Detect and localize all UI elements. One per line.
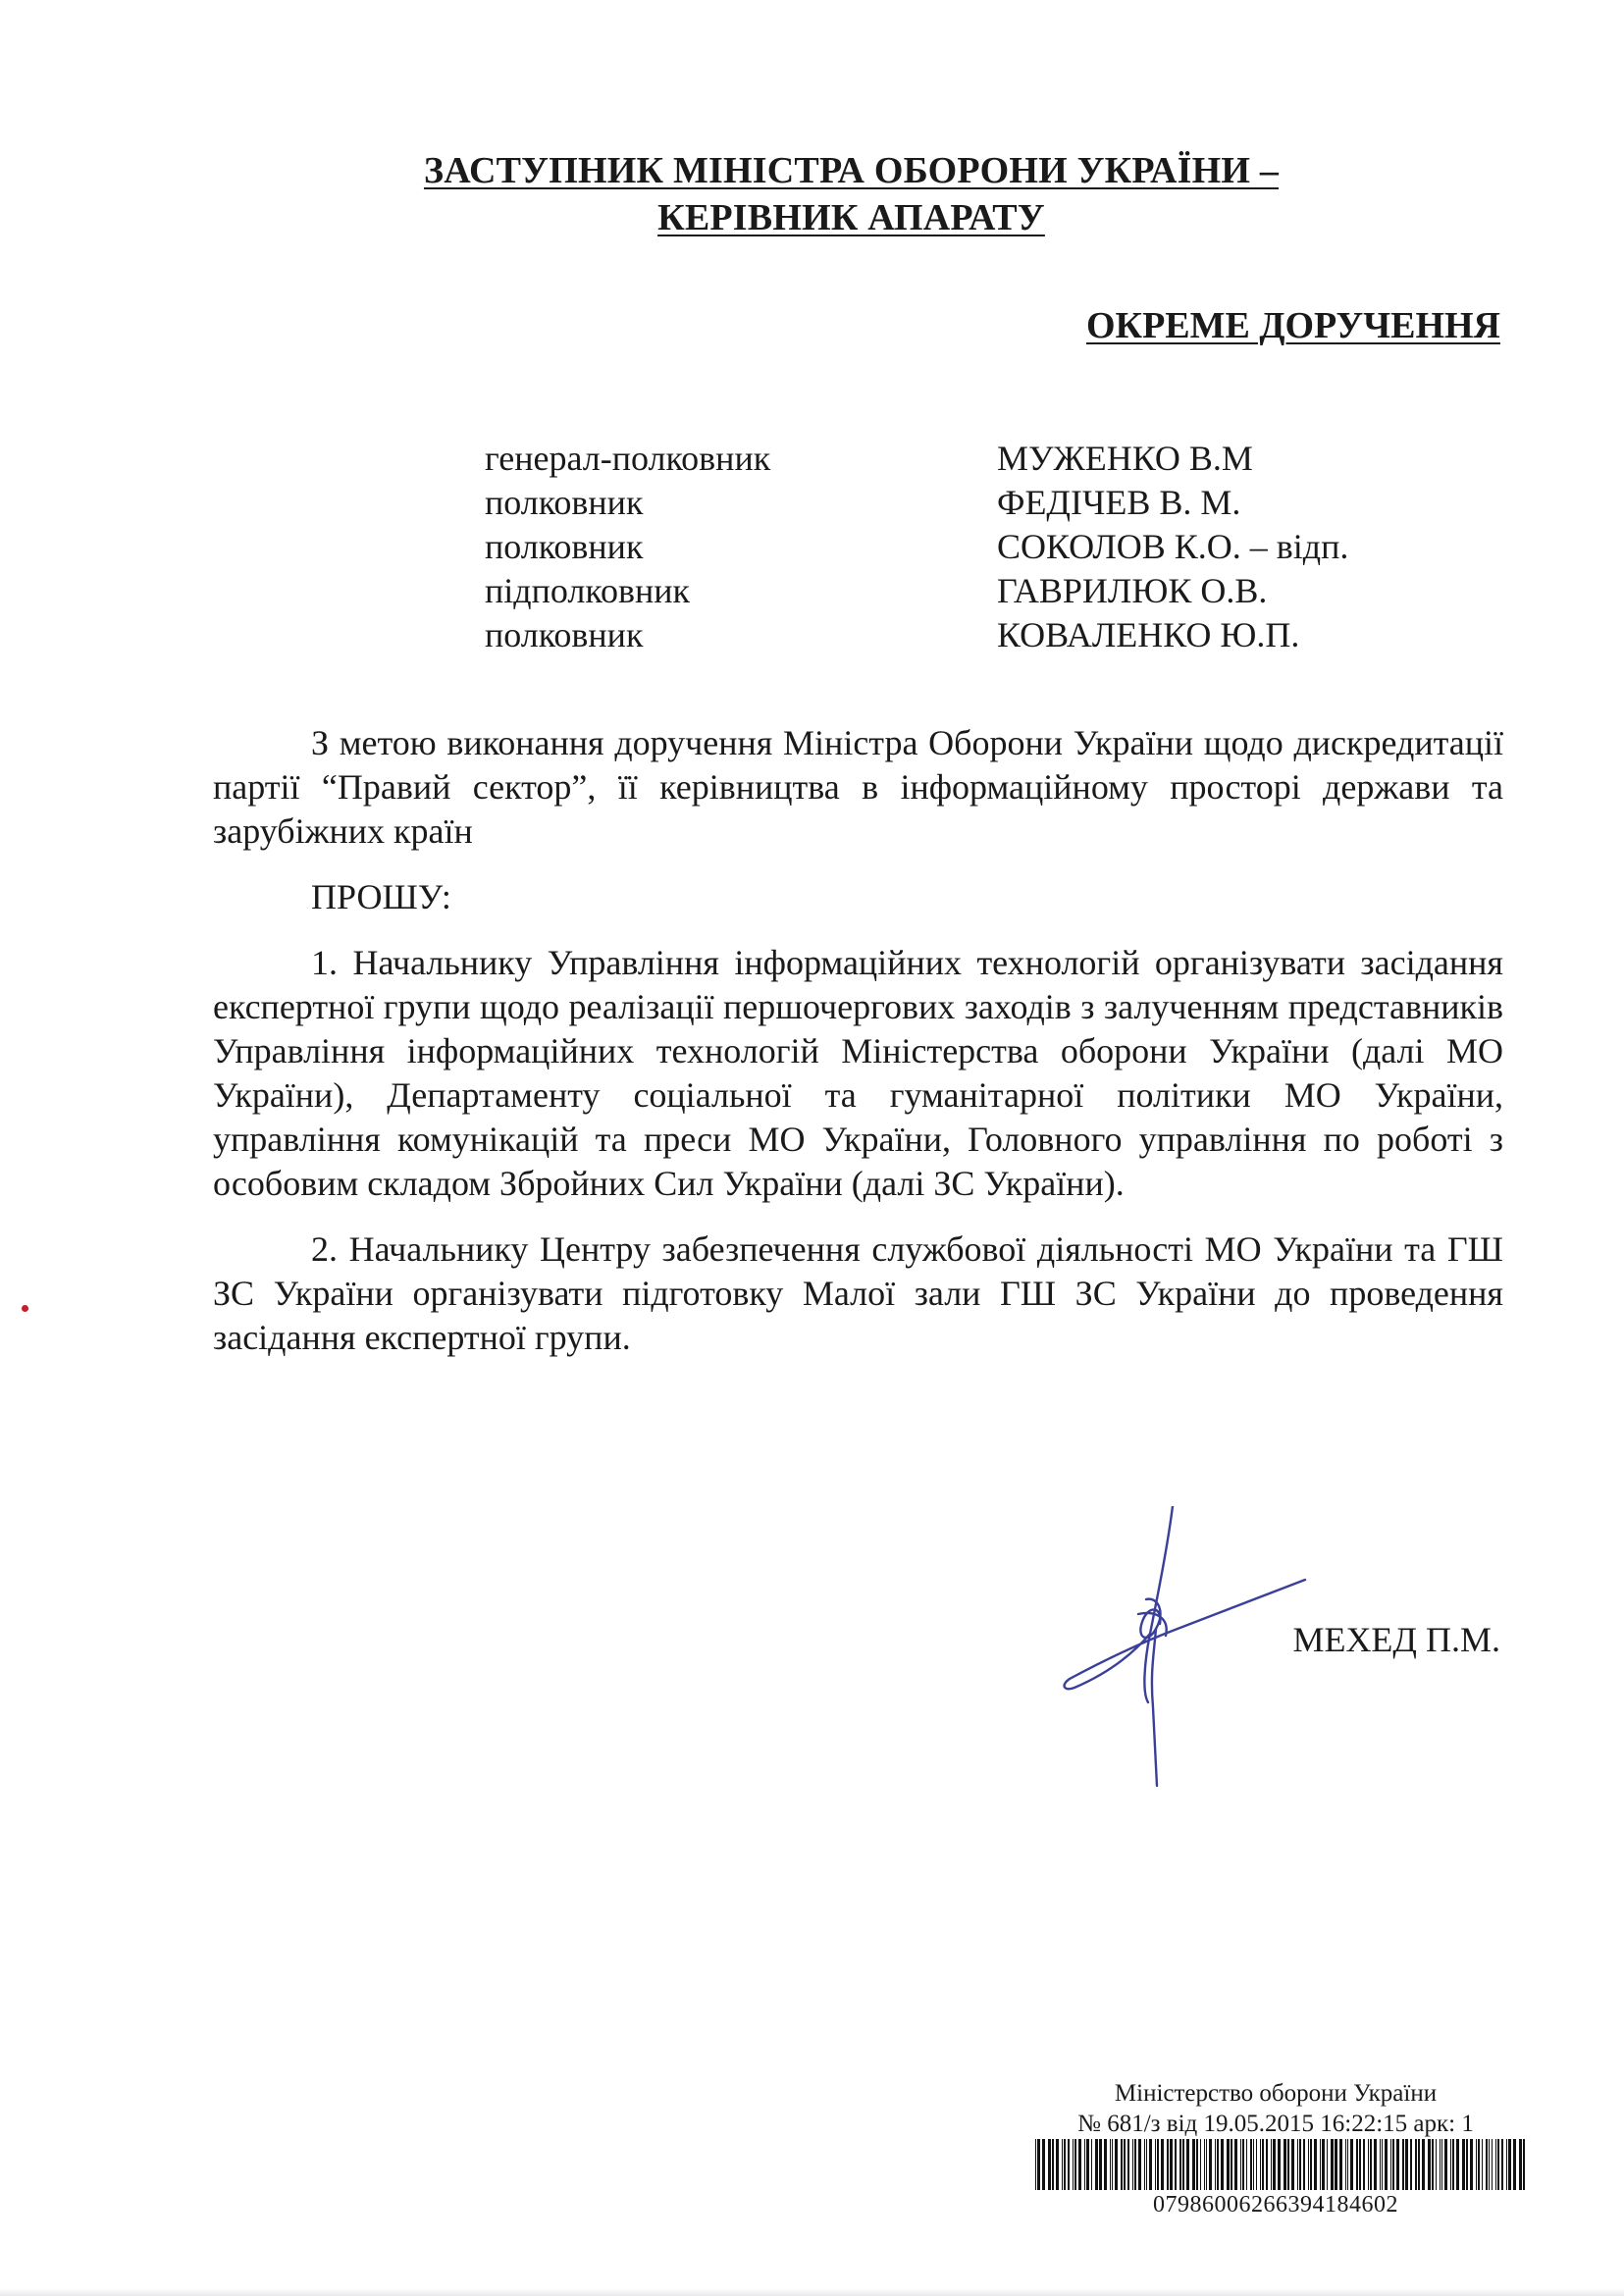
addressee-rank: підполковник	[485, 571, 691, 610]
barcode-bar	[1428, 2139, 1431, 2190]
barcode-bar	[1486, 2139, 1488, 2190]
barcode-bar	[1441, 2139, 1442, 2190]
barcode-bar	[1310, 2139, 1312, 2190]
barcode-bar	[1432, 2139, 1434, 2190]
barcode-bar	[1331, 2139, 1334, 2190]
barcode-bar	[1204, 2139, 1205, 2190]
barcode-bar	[1456, 2139, 1459, 2190]
document-type: ОКРЕМЕ ДОРУЧЕННЯ	[1085, 305, 1500, 346]
barcode-bar	[1086, 2139, 1089, 2190]
barcode-bar	[1314, 2139, 1317, 2190]
header-title-line-2: КЕРІВНИК АПАРАТУ	[657, 197, 1045, 238]
barcode-bar	[1283, 2139, 1286, 2190]
signer-name: МЕХЕД П.М.	[1292, 1620, 1500, 1659]
barcode-bar	[1099, 2139, 1102, 2190]
barcode-bar	[1182, 2139, 1184, 2190]
barcode-bar	[1405, 2139, 1408, 2190]
barcode-bar	[1273, 2139, 1276, 2190]
registration-stamp	[1030, 2078, 1521, 2139]
barcode-bar	[1052, 2139, 1054, 2190]
barcode-bar	[1260, 2139, 1261, 2190]
barcode-bar	[1056, 2139, 1059, 2190]
barcode-bar	[1179, 2139, 1181, 2190]
barcode-bar	[1124, 2139, 1126, 2190]
barcode-bar	[1303, 2139, 1305, 2190]
addressee-row	[485, 437, 1466, 481]
barcode-bar	[1227, 2139, 1230, 2190]
barcode-bar	[1246, 2139, 1247, 2190]
barcode-bar	[1308, 2139, 1309, 2190]
barcode-bar	[1497, 2139, 1499, 2190]
barcode-number: 07986006266394184602	[1153, 2192, 1398, 2218]
addressee-rank: полковник	[485, 615, 644, 654]
request-heading: ПРОШУ:	[311, 877, 451, 916]
barcode-bar	[1508, 2139, 1511, 2190]
addressee-rank: полковник	[485, 527, 644, 566]
barcode-bar	[1489, 2139, 1490, 2190]
barcode-bar	[1167, 2139, 1169, 2190]
barcode-bar	[1291, 2139, 1294, 2190]
barcode-bar	[1256, 2139, 1257, 2190]
barcode-bar	[1253, 2139, 1254, 2190]
barcode-bar	[1073, 2139, 1074, 2190]
barcode-bar	[1415, 2139, 1417, 2190]
barcode-bar	[1320, 2139, 1321, 2190]
barcode-bar	[1217, 2139, 1219, 2190]
barcode-bar	[1231, 2139, 1232, 2190]
barcode-bar	[1110, 2139, 1111, 2190]
barcode-bar	[1322, 2139, 1325, 2190]
addressee-list	[485, 437, 1466, 657]
barcode-bar	[1149, 2139, 1152, 2190]
barcode-bar	[1146, 2139, 1147, 2190]
barcode-bar	[1035, 2139, 1036, 2190]
barcode-bar	[1266, 2139, 1268, 2190]
barcode-bar	[1278, 2139, 1281, 2190]
addressee-rank: полковник	[485, 483, 644, 522]
barcode-bar	[1466, 2139, 1468, 2190]
barcode-bar	[1242, 2139, 1244, 2190]
barcode-bar	[1392, 2139, 1394, 2190]
barcode-bar	[1506, 2139, 1507, 2190]
barcode-bar	[1157, 2139, 1159, 2190]
barcode-bar	[1444, 2139, 1447, 2190]
barcode-bar	[1112, 2139, 1113, 2190]
barcode-bar	[1462, 2139, 1465, 2190]
barcode-bar	[1513, 2139, 1516, 2190]
document-body	[213, 721, 1503, 1360]
barcode-bar	[1215, 2139, 1216, 2190]
barcode-bar	[1385, 2139, 1388, 2190]
barcode-bar	[1363, 2139, 1365, 2190]
barcode-bar	[1299, 2139, 1301, 2190]
barcode-bar	[1356, 2139, 1358, 2190]
barcode-bar	[1175, 2139, 1177, 2190]
barcode-bar	[1523, 2139, 1525, 2190]
barcode-bar	[1262, 2139, 1264, 2190]
barcode-bar	[1495, 2139, 1496, 2190]
barcode-bar	[1501, 2139, 1503, 2190]
barcode-bar	[1209, 2139, 1212, 2190]
registration-org: Міністерство оборони України	[1114, 2080, 1438, 2107]
barcode-bar	[1350, 2139, 1353, 2190]
barcode-bar	[1068, 2139, 1070, 2190]
barcode-bar	[1396, 2139, 1399, 2190]
addressee-name: КОВАЛЕНКО Ю.П.	[997, 615, 1300, 654]
barcode-bar	[1297, 2139, 1298, 2190]
barcode-bar	[1476, 2139, 1477, 2190]
scan-edge	[0, 2288, 1624, 2296]
barcode-bar	[1402, 2139, 1404, 2190]
barcode-bar	[1121, 2139, 1123, 2190]
barcode-bar	[1470, 2139, 1473, 2190]
barcode-bar	[1240, 2139, 1241, 2190]
intro-paragraph: З метою виконання доручення Міністра Оборони України щодо дискредитації партії “Правий сектор”, її керівництва в інформаційному просторі держави та зарубіжних країн	[213, 723, 1503, 851]
barcode-bar	[1380, 2139, 1381, 2190]
barcode-bar	[1037, 2139, 1040, 2190]
barcode-bar	[1436, 2139, 1437, 2190]
barcode-bar	[1482, 2139, 1483, 2190]
barcode-bar	[1345, 2139, 1346, 2190]
barcode-bar	[1368, 2139, 1369, 2190]
addressee-row	[485, 525, 1466, 569]
barcode-bar	[1104, 2139, 1107, 2190]
addressee-name: МУЖЕНКО В.М	[997, 439, 1253, 478]
barcode-bar	[1359, 2139, 1361, 2190]
barcode-bar	[1492, 2139, 1493, 2190]
barcode-bar	[1155, 2139, 1156, 2190]
barcode-bar	[1192, 2139, 1195, 2190]
barcode-bar	[1138, 2139, 1141, 2190]
barcode-bar	[1347, 2139, 1348, 2190]
barcode-bar	[1250, 2139, 1252, 2190]
barcode-bar	[1440, 2139, 1441, 2190]
barcode-bar	[1042, 2139, 1045, 2190]
addressee-name: ФЕДІЧЕВ В. М.	[997, 483, 1241, 522]
addressee-rank: генерал-полковник	[485, 439, 771, 478]
item-2-paragraph: 2. Начальнику Центру забезпечення службової діяльності МО України та ГШ ЗС України організувати підготовку Малої зали ГШ ЗС України до проведення засідання експертної групи.	[213, 1229, 1503, 1357]
red-ink-mark	[22, 1305, 28, 1312]
barcode	[1033, 2139, 1530, 2190]
barcode-bar	[1221, 2139, 1224, 2190]
barcode-bar	[1478, 2139, 1480, 2190]
barcode-bar	[1335, 2139, 1337, 2190]
barcode-bar	[1410, 2139, 1412, 2190]
barcode-bar	[1127, 2139, 1129, 2190]
addressee-row	[485, 569, 1466, 613]
addressee-name: СОКОЛОВ К.О. – відп.	[997, 527, 1349, 566]
barcode-bar	[1418, 2139, 1420, 2190]
handwritten-signature	[1040, 1506, 1325, 1791]
barcode-bar	[1327, 2139, 1328, 2190]
barcode-bar	[1144, 2139, 1145, 2190]
barcode-bar	[1452, 2139, 1454, 2190]
barcode-bar	[1091, 2139, 1092, 2190]
barcode-bar	[1134, 2139, 1136, 2190]
barcode-bar	[1450, 2139, 1451, 2190]
addressee-name: ГАВРИЛЮК О.В.	[997, 571, 1268, 610]
addressee-row	[485, 481, 1466, 525]
barcode-bar	[1206, 2139, 1207, 2190]
barcode-bar	[1422, 2139, 1425, 2190]
barcode-bar	[1170, 2139, 1173, 2190]
barcode-bar	[1374, 2139, 1377, 2190]
barcode-bar	[1095, 2139, 1098, 2190]
barcode-bar	[1382, 2139, 1383, 2190]
barcode-bar	[1161, 2139, 1164, 2190]
addressee-row	[485, 613, 1466, 657]
barcode-bar	[1200, 2139, 1201, 2190]
barcode-bar	[1370, 2139, 1372, 2190]
barcode-bar	[1062, 2139, 1063, 2190]
barcode-bar	[1132, 2139, 1133, 2190]
item-1-paragraph: 1. Начальнику Управління інформаційних технологій організувати засідання експертної групи щодо реалізації першочергових заходів з залученням представників Управління інформаційних технологій Міністерства оборони України (далі МО України), Департаменту соціальної та гуманітарної політики МО України, управління комунікацій та преси МО України, Головного управління по роботі з особовим складом Збройних Сил України (далі ЗС України).	[213, 943, 1503, 1203]
barcode-bar	[1186, 2139, 1189, 2190]
barcode-bar	[1074, 2139, 1076, 2190]
barcode-bar	[1390, 2139, 1391, 2190]
barcode-bar	[1287, 2139, 1289, 2190]
barcode-bar	[1078, 2139, 1081, 2190]
barcode-bar	[1048, 2139, 1051, 2190]
barcode-bar	[1339, 2139, 1342, 2190]
barcode-bar	[1234, 2139, 1237, 2190]
barcode-bar	[1519, 2139, 1522, 2190]
header-title-line-1: ЗАСТУПНИК МІНІСТРА ОБОРОНИ УКРАЇНИ –	[423, 150, 1280, 191]
barcode-bar	[1064, 2139, 1066, 2190]
barcode-bar	[1084, 2139, 1085, 2190]
barcode-bar	[1271, 2139, 1272, 2190]
barcode-bar	[1115, 2139, 1118, 2190]
barcode-bar	[1196, 2139, 1198, 2190]
registration-number: № 681/з від 19.05.2015 16:22:15 арк: 1	[1077, 2111, 1474, 2137]
